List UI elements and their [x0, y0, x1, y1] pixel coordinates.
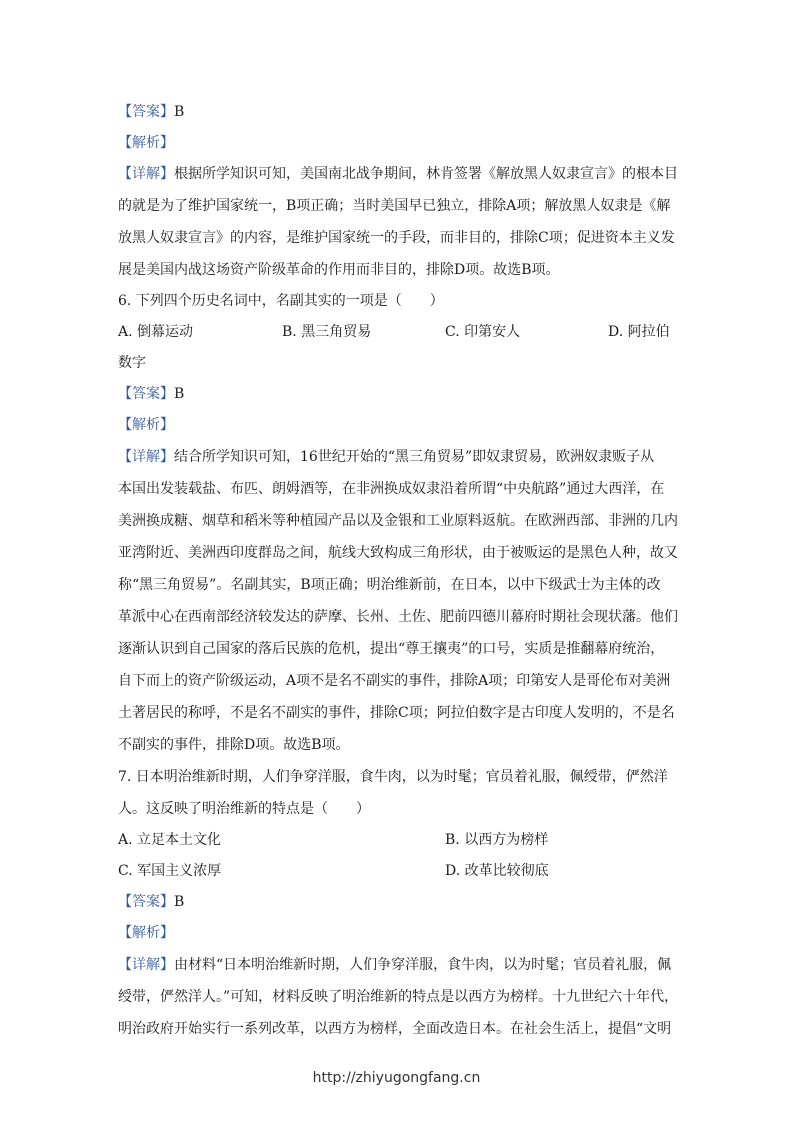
q7-answer	[118, 892, 184, 912]
q6-answer	[118, 384, 184, 404]
answer-tag: 【答案】	[118, 386, 174, 402]
q7-detail-line-1: 【详解】由材料“日本明治维新时期，人们争穿洋服，食牛肉，以为时髦；官员着礼服，佩	[118, 957, 672, 973]
q7-stem-line-1: 7. 日本明治维新时期，人们争穿洋服，食牛肉，以为时髦；官员着礼服，佩绶带，俨然洋	[118, 769, 668, 785]
answer-tag: 【答案】	[118, 894, 174, 910]
q5-detail-line-1: 【详解】根据所学知识可知，美国南北战争期间，林肯签署《解放黑人奴隶宣言》的根本目	[118, 166, 678, 182]
q6-option-a: A. 倒幕运动	[118, 324, 194, 340]
q7-option-a: A. 立足本土文化	[118, 832, 222, 848]
q6-detail-line-3: 美洲换成糖、烟草和稻米等种植园产品以及金银和工业原料返航。在欧洲西部、非洲的几内	[118, 513, 678, 529]
q7-option-b: B. 以西方为榜样	[445, 832, 549, 848]
answer-value: B	[174, 894, 185, 910]
q7-detail-line-3: 明治政府开始实行一系列改革，以西方为榜样，全面改造日本。在社会生活上，提倡“文明	[118, 1021, 672, 1037]
detail-tag: 【详解】	[118, 166, 174, 182]
q6-option-d: D. 阿拉伯	[608, 324, 670, 340]
q6-stem: 6. 下列四个历史名词中，名副其实的一项是（ ）	[118, 293, 444, 309]
q5-detail-line-3: 放黑人奴隶宣言》的内容，是维护国家统一的手段，而非目的，排除C项；促进资本主义发	[118, 230, 675, 246]
q6-analysis-tag: 【解析】	[118, 417, 174, 433]
footer-url: http://zhiyugongfang.cn	[312, 1070, 481, 1086]
q6-option-c: C. 印第安人	[445, 324, 521, 340]
answer-value: B	[174, 104, 185, 120]
answer-tag: 【答案】	[118, 104, 174, 120]
q6-detail-line-4: 亚湾附近、美洲西印度群岛之间，航线大致构成三角形状，由于被贩运的是黑色人种，故又	[118, 545, 678, 561]
q5-analysis-tag: 【解析】	[118, 135, 174, 151]
q6-detail-line-8: 自下而上的资产阶级运动，A项不是名不副实的事件，排除A项；印第安人是哥伦布对美洲	[118, 673, 671, 689]
answer-value: B	[174, 386, 185, 402]
q6-option-b: B. 黑三角贸易	[282, 324, 372, 340]
q7-option-c: C. 军国主义浓厚	[118, 863, 222, 879]
q6-detail-line-9: 土著居民的称呼，不是名不副实的事件，排除C项；阿拉伯数字是古印度人发明的，不是名	[118, 705, 675, 721]
q6-detail-line-10: 不副实的事件，排除D项。故选B项。	[118, 737, 350, 753]
q5-detail-line-2: 的就是为了维护国家统一，B项正确；当时美国早已独立，排除A项；解放黑人奴隶是《解	[118, 198, 671, 214]
q6-detail-line-7: 逐渐认识到自己国家的落后民族的危机，提出“尊王攘夷”的口号，实质是推翻幕府统治，	[118, 641, 665, 657]
q7-option-d: D. 改革比较彻底	[445, 863, 549, 879]
q6-detail-line-6: 革派中心在西南部经济较发达的萨摩、长州、土佐、肥前四德川幕府时期社会现状藩。他们	[118, 609, 678, 625]
q7-stem-line-2: 人。这反映了明治维新的特点是（ ）	[118, 801, 370, 817]
q6-detail-line-1: 【详解】结合所学知识可知，16世纪开始的“黑三角贸易”即奴隶贸易，欧洲奴隶贩子从	[118, 449, 655, 465]
q5-detail-line-4: 展是美国内战这场资产阶级革命的作用而非目的，排除D项。故选B项。	[118, 262, 560, 278]
q6-detail-line-2: 本国出发装载盐、布匹、朗姆酒等，在非洲换成奴隶沿着所谓“中央航路”通过大西洋，在	[118, 481, 665, 497]
detail-tag: 【详解】	[118, 957, 174, 973]
q6-option-d-cont: 数字	[118, 355, 146, 371]
detail-tag: 【详解】	[118, 449, 174, 465]
q7-analysis-tag: 【解析】	[118, 925, 174, 941]
q5-answer	[118, 102, 184, 122]
q7-detail-line-2: 绶带，俨然洋人。”可知，材料反映了明治维新的特点是以西方为榜样。十九世纪六十年代，	[118, 989, 679, 1005]
q6-detail-line-5: 称“黑三角贸易”。名副其实，B项正确；明治维新前，在日本，以中下级武士为主体的改	[118, 577, 661, 593]
